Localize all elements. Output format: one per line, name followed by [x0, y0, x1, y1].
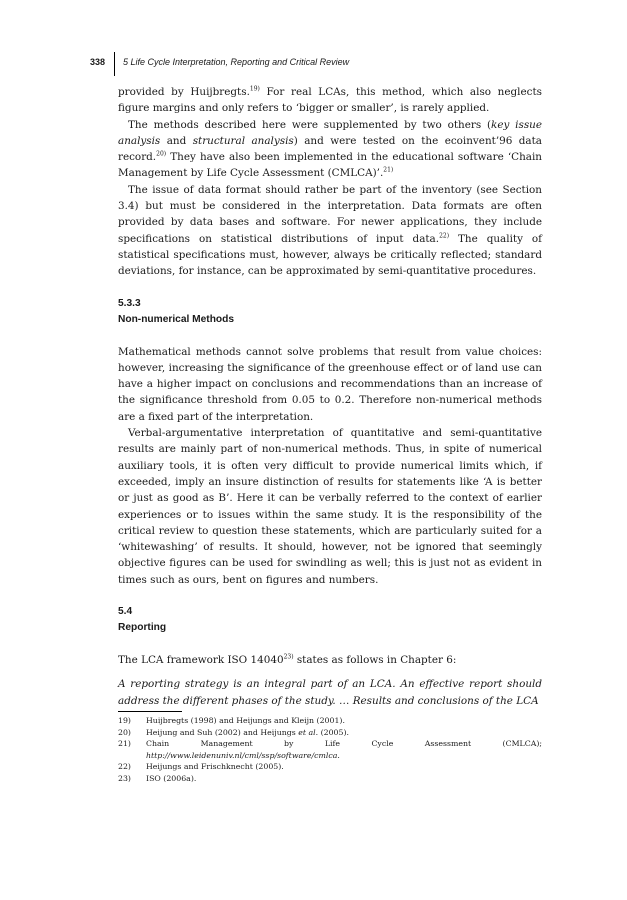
- footnote-number: 22): [118, 762, 131, 772]
- text-run: provided by Huijbregts.: [118, 86, 250, 98]
- footnotes: [118, 715, 542, 785]
- text-run: The LCA framework ISO 14040: [118, 654, 284, 667]
- footnote: [118, 773, 542, 785]
- paragraph: Verbal-argumentative interpretation of quantitative and semi-quantitative results are mainly part of non-numerical methods. Thus, in spite of numerical auxiliary tools, it is often very difficult to provide numerical limits which, if exceeded, imply an insure distinction of results for statements like ‘A is better or just as good as B’. Here it can be verbally referred to the context of earlier experiences or to issues within the same study. It is the responsibility of the critical review to question these statements, which are particularly suited for a ‘whitewashing’ of results. It should, however, not be ignored that seemingly objective figures can be used for swindling as well; this is just not as evident in times such as ours, bent on figures and numbers.: [118, 427, 542, 586]
- text-run: The quality of statistical specifications must, however, always be critically reflected; standard deviations, for instance, can be approximated by semi-quantitative procedures.: [118, 232, 542, 278]
- footnote: [118, 715, 542, 727]
- footnote: [118, 727, 542, 739]
- running-header: [90, 52, 560, 76]
- footnote-text: ISO (2006a).: [146, 773, 197, 783]
- text-run: They have also been implemented in the educational software ‘Chain Management by Life Cycle Assessment (CMLCA)’.: [118, 151, 542, 180]
- section-number: 5.4: [118, 606, 133, 618]
- footnote-number: 19): [118, 716, 131, 725]
- text-run: and: [160, 134, 193, 147]
- block-quote: A reporting strategy is an integral part of an LCA. An effective report should address the different phases of the study. … Results and conclusions of the LCA: [118, 678, 542, 707]
- paragraph: [118, 652, 542, 668]
- paragraph: [118, 182, 542, 280]
- emphasis: key issue analysis: [118, 118, 542, 147]
- paragraph: [118, 117, 542, 182]
- footnote-text: [146, 727, 542, 739]
- text-run: The issue of data format should rather be part of the inventory (see Section 3.4) but must be considered in the interpretation. Data formats are often provided by data bases and software. For newer applications, they include specifications on statistical distributions of input data.: [118, 183, 542, 245]
- footnote: [118, 761, 542, 773]
- footnote-text: [146, 738, 542, 761]
- section-title: Non-numerical Methods: [118, 313, 235, 325]
- text-run: The methods described here were supplemented by two others (: [128, 118, 492, 131]
- chapter-title: 5 Life Cycle Interpretation, Reporting and Critical Review: [123, 57, 350, 67]
- paragraph: Mathematical methods cannot solve problems that result from value choices: however, increasing the significance of the greenhouse effect or of land use can have a higher impact on conclusions and recommendations than an increase of the significance threshold from 0.05 to 0.2. Therefore non-numerical methods are a fixed part of the interpretation.: [118, 345, 542, 423]
- footnote-ref: 19): [249, 85, 260, 93]
- emphasis: et al.: [298, 727, 319, 737]
- footnote-text: Huijbregts (1998) and Heijungs and Kleijn (2001).: [146, 716, 345, 725]
- emphasis: structural analysis: [192, 134, 294, 147]
- text-run: For real LCAs, this method, which also neglects figure margins and only refers to ‘bigger or smaller’, is rarely applied.: [118, 86, 542, 115]
- section-number: 5.3.3: [118, 297, 141, 309]
- footnote-number: 23): [118, 773, 131, 783]
- footnote-ref: 23): [283, 653, 294, 661]
- text-run: Chain Management by Life Cycle Assessment (CMLCA);: [146, 739, 542, 749]
- text-run: ) and were tested on the ecoinvent’96 data record.: [118, 134, 543, 164]
- footnote-divider: [118, 711, 182, 712]
- main-text: [118, 84, 542, 709]
- paragraph: [118, 84, 542, 117]
- text-run: (2005).: [318, 727, 349, 737]
- footnote-text: Heijungs and Frischknecht (2005).: [146, 762, 284, 772]
- footnote-ref: 22): [439, 232, 450, 240]
- text-run: Heijung and Suh (2002) and Heijungs: [146, 727, 299, 737]
- footnote-number: 20): [118, 727, 131, 737]
- footnote-link[interactable]: http://www.leidenuniv.nl/cml/ssp/software/cmlca.: [146, 750, 340, 760]
- header-divider: [114, 52, 115, 76]
- footnote-ref: 21): [383, 167, 394, 175]
- text-run: states as follows in Chapter 6:: [293, 654, 457, 667]
- page-number: 338: [90, 57, 106, 67]
- footnote-number: 21): [118, 739, 131, 749]
- footnote: [118, 738, 542, 761]
- footnote-ref: 20): [156, 150, 167, 158]
- section-title: Reporting: [118, 622, 167, 634]
